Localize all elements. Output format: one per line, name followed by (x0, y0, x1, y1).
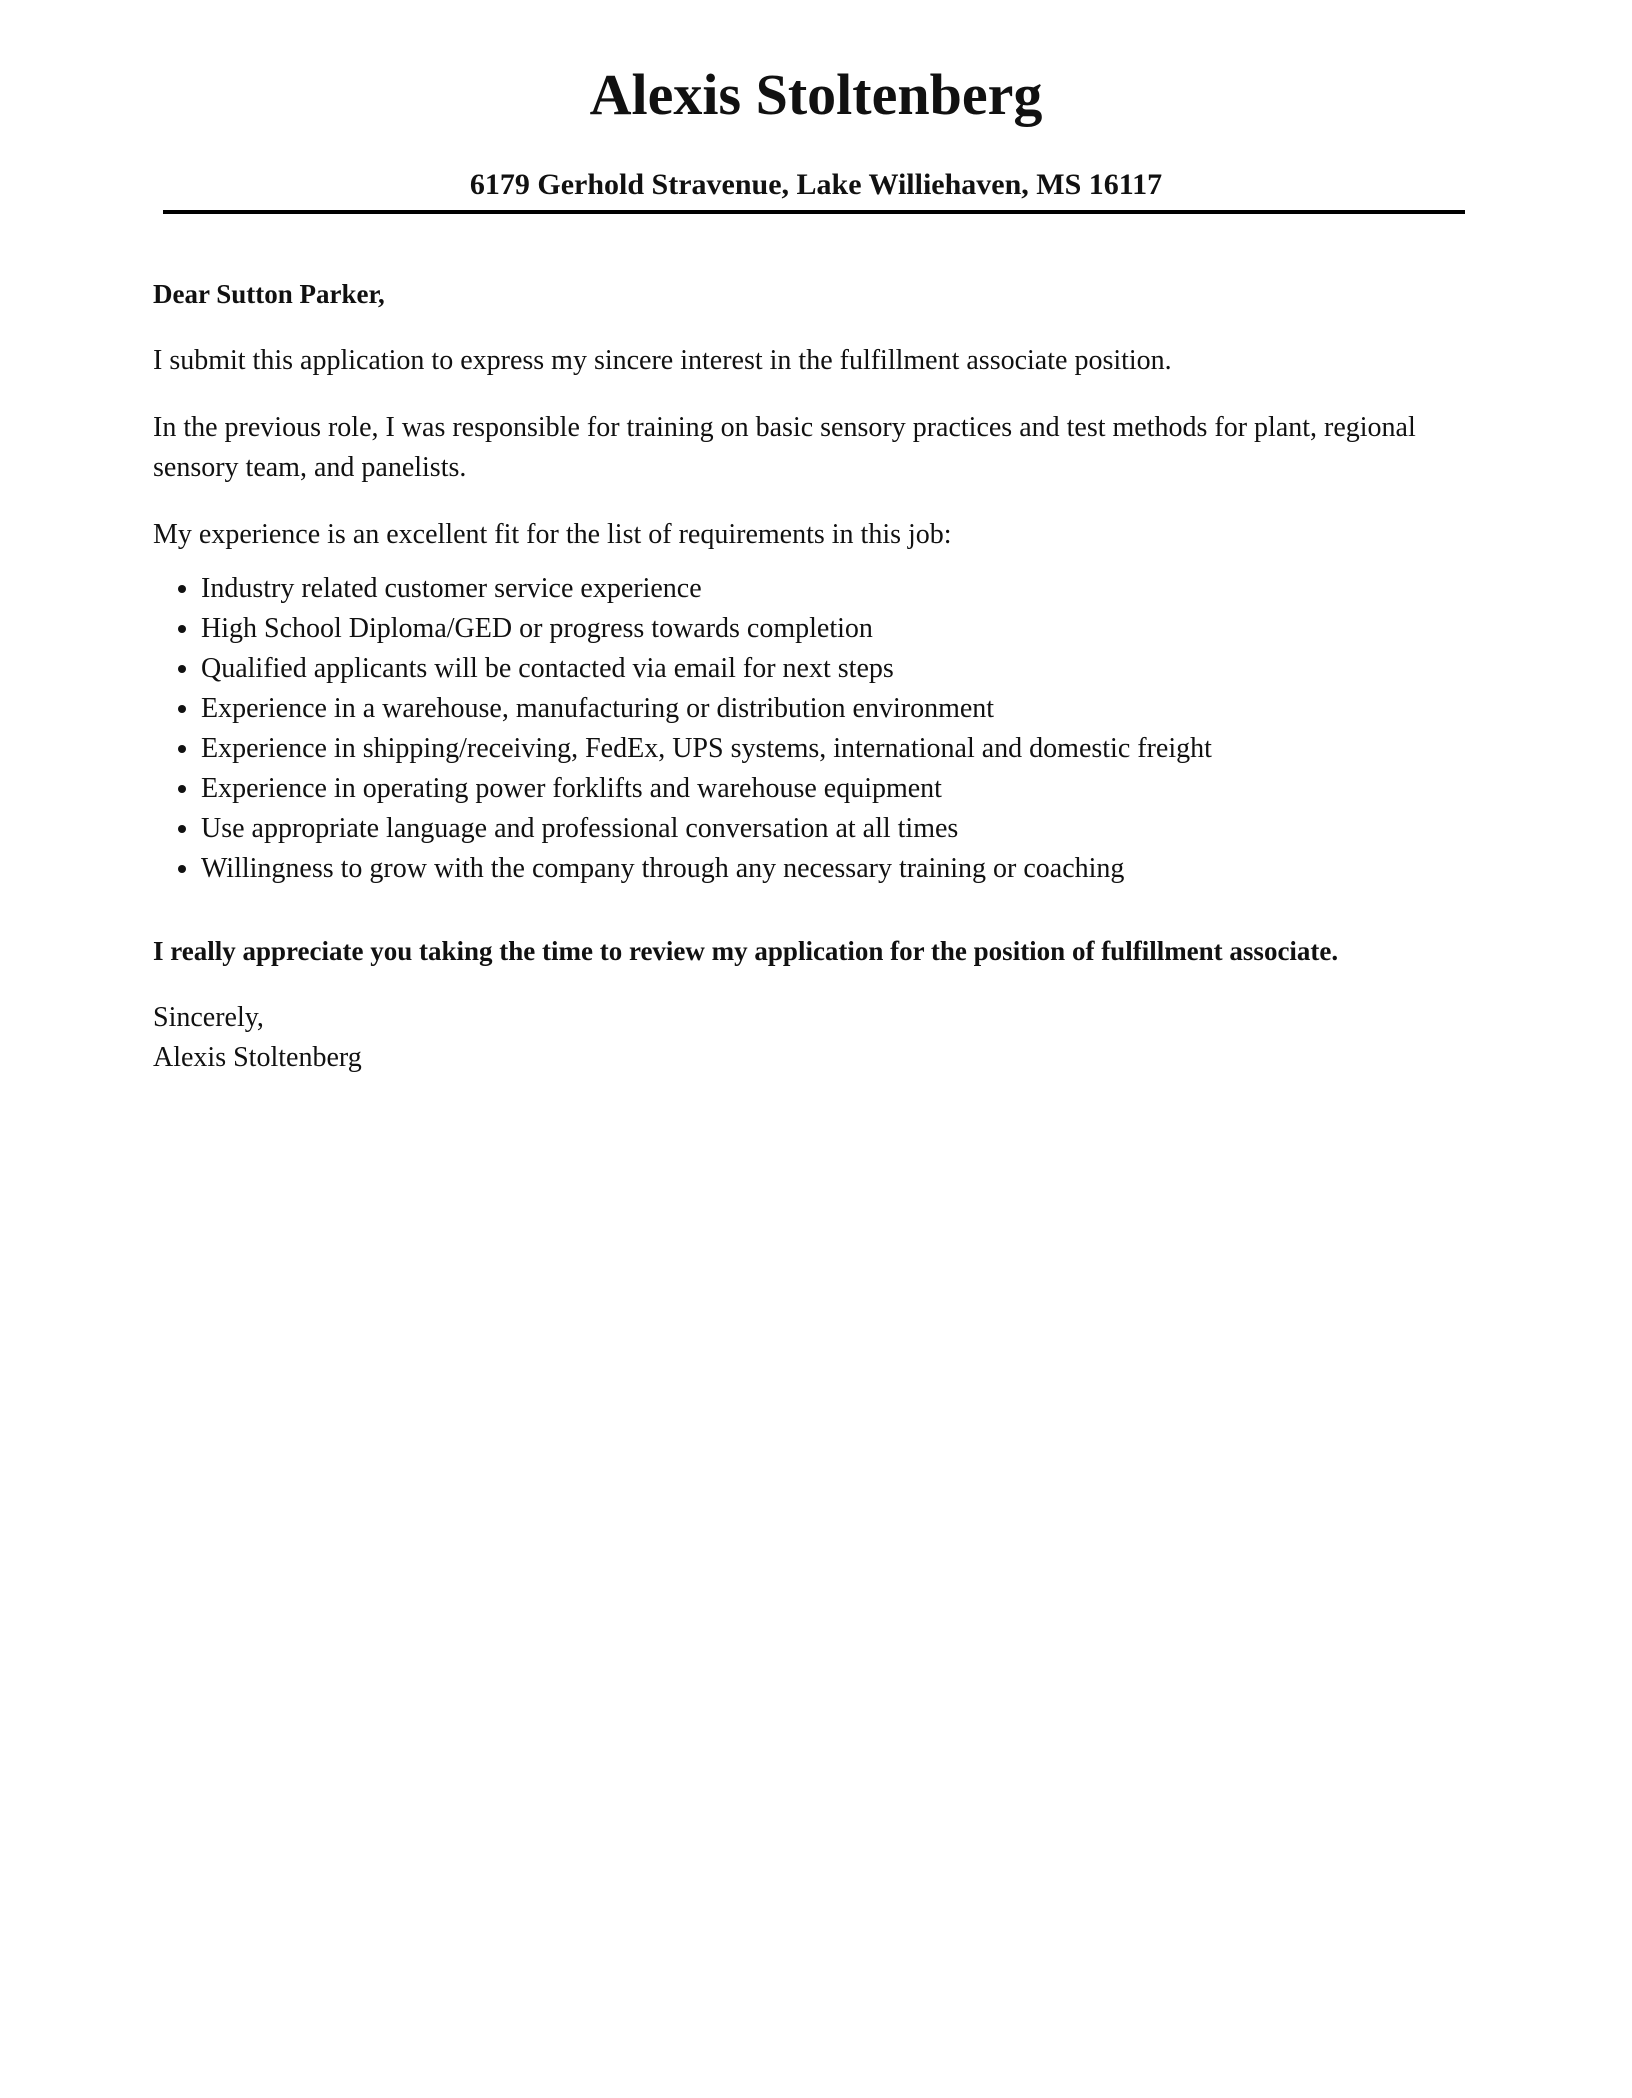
list-item: • Qualified applicants will be contacted via email for next steps (201, 649, 1473, 689)
list-item: • Experience in a warehouse, manufacturing or distribution environment (201, 689, 1473, 729)
applicant-address: 6179 Gerhold Stravenue, Lake Williehaven, MS 16117 (469, 168, 1163, 201)
list-item: • Willingness to grow with the company through any necessary training or coaching (201, 849, 1473, 889)
list-item: • Experience in operating power forklifts and warehouse equipment (201, 769, 1473, 809)
list-item: • High School Diploma/GED or progress towards completion (201, 609, 1473, 649)
closing-statement: I really appreciate you taking the time to review my application for the position of fulfillment associate. (153, 936, 1339, 966)
experience-paragraph: In the previous role, I was responsible for training on basic sensory practices and test methods for plant, regional sensory team, and panelists. (153, 412, 1416, 483)
list-item: • Use appropriate language and professional conversation at all times (201, 809, 1473, 849)
applicant-name: Alexis Stoltenberg (589, 62, 1043, 127)
letter-body (153, 274, 1473, 1078)
requirements-intro: My experience is an excellent fit for the list of requirements in this job: (153, 519, 952, 550)
header-divider (163, 210, 1465, 214)
salutation: Dear Sutton Parker, (153, 279, 385, 309)
requirements-list (153, 569, 1473, 889)
intro-paragraph: I submit this application to express my sincere interest in the fulfillment associate position. (153, 345, 1172, 376)
sign-off: Sincerely, (153, 1002, 264, 1033)
signature: Alexis Stoltenberg (153, 1042, 362, 1073)
list-item: • Industry related customer service experience (201, 569, 1473, 609)
list-item: • Experience in shipping/receiving, FedEx, UPS systems, international and domestic freight (201, 729, 1473, 769)
